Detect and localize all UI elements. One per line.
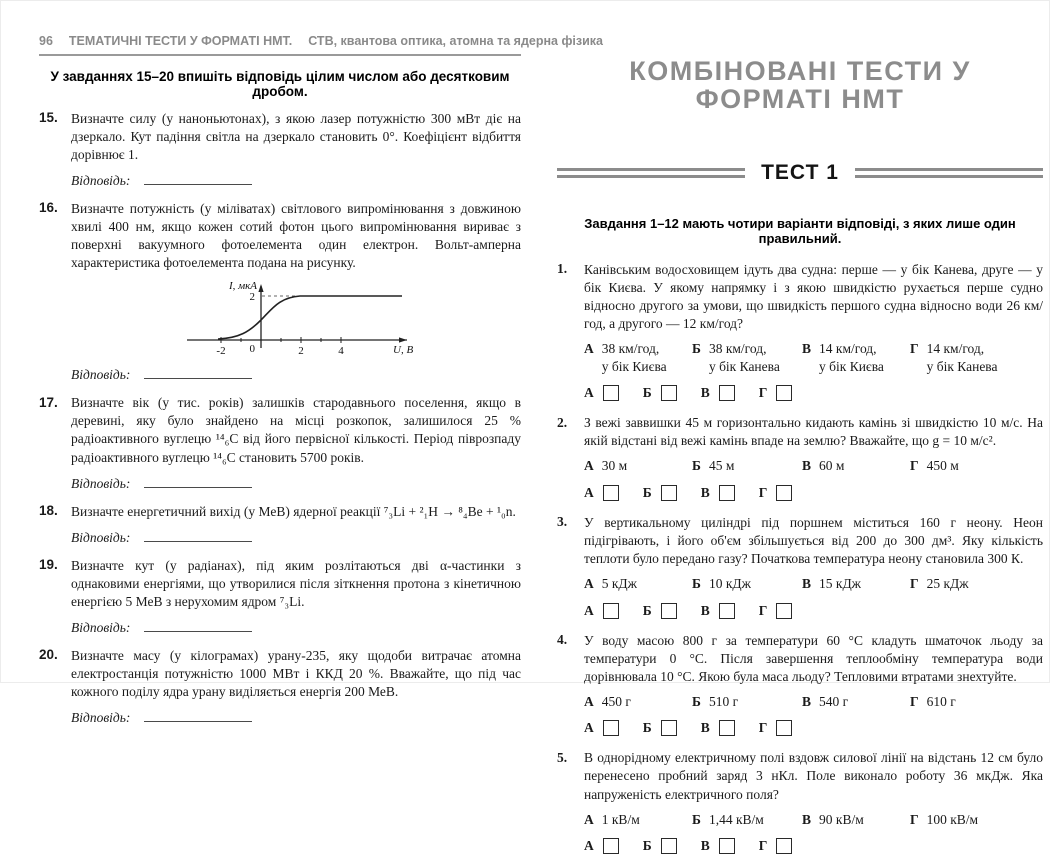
option-text: 1 кВ/м — [601, 811, 640, 827]
answer-boxes — [584, 603, 1043, 619]
question-16 — [39, 200, 521, 383]
answer-line — [71, 172, 521, 189]
iv-characteristic-figure — [171, 278, 421, 358]
answer-line — [71, 366, 521, 383]
answer-checkbox-v[interactable] — [719, 720, 735, 736]
answer-line — [71, 529, 521, 546]
left-page-header — [39, 34, 603, 56]
question-number: 19. — [39, 557, 58, 573]
question-text: Канівським водосховищем ідуть два судна: перше — у бік Канева, друге — у бік Києва. У якому напрямку і з якою швидкістю рухається перше судно відносно другого за умови, що швидкість першого судна відносно води 26 км/год, а другого — 12 км/год? — [584, 261, 1043, 331]
question-3 — [557, 514, 1043, 619]
box-letter-v: В — [700, 385, 710, 401]
answer-checkbox-b[interactable] — [661, 720, 677, 736]
question-text: Визначте масу (у кілограмах) урану-235, яку щодоби витрачає атомна електростанція потужністю 1000 МВт і ККД 20 %. Вважайте, що під час кожного поділу ядра урану виділяється енергія 200 МеВ. — [71, 647, 521, 700]
option-v — [802, 457, 910, 475]
answer-label: Відповідь: — [71, 367, 131, 383]
box-letter-g: Г — [758, 720, 768, 736]
y-axis-label: I, мкА — [228, 280, 257, 293]
x-tick-0: 0 — [249, 343, 255, 356]
option-text: 1,44 кВ/м — [708, 811, 764, 827]
answer-checkbox-v[interactable] — [719, 838, 735, 854]
option-text: 100 кВ/м — [926, 811, 979, 827]
answer-label: Відповідь: — [71, 475, 131, 491]
option-v — [802, 693, 910, 711]
option-text-line2: у бік Києва — [819, 358, 884, 374]
question-18 — [39, 503, 521, 546]
option-text: 60 м — [819, 458, 845, 474]
box-letter-g: Г — [758, 838, 768, 854]
option-text-line2: у бік Канева — [708, 358, 780, 374]
option-text: 540 г — [819, 693, 849, 709]
option-g — [910, 693, 1043, 711]
option-text: 25 кДж — [926, 576, 969, 592]
option-letter: В — [802, 458, 812, 474]
answer-line — [71, 619, 521, 636]
question-20 — [39, 647, 521, 726]
box-letter-a: А — [584, 838, 594, 854]
answer-label: Відповідь: — [71, 619, 131, 635]
answer-checkbox-g[interactable] — [776, 485, 792, 501]
option-letter: Г — [910, 811, 919, 827]
option-text: 15 кДж — [819, 576, 861, 592]
question-1 — [557, 261, 1043, 401]
question-number: 16. — [39, 200, 58, 216]
box-letter-g: Г — [758, 484, 768, 500]
question-17 — [39, 394, 521, 491]
option-b — [692, 457, 802, 475]
option-text: 510 г — [708, 693, 739, 709]
option-letter: Б — [692, 576, 701, 592]
option-letter: В — [802, 341, 812, 356]
question-4 — [557, 632, 1043, 737]
option-letter: А — [584, 576, 594, 592]
answer-label: Відповідь: — [71, 710, 131, 726]
answer-boxes — [584, 385, 1043, 401]
iv-characteristic-chart — [171, 278, 421, 358]
answer-checkbox-g[interactable] — [776, 838, 792, 854]
option-text: 90 кВ/м — [819, 811, 864, 827]
running-head-title: ТЕМАТИЧНІ ТЕСТИ У ФОРМАТІ НМТ. — [68, 34, 293, 48]
option-letter: Г — [910, 576, 919, 592]
option-v — [802, 340, 910, 375]
answer-label: Відповідь: — [71, 529, 131, 545]
question-text: Визначте силу (у наноньютонах), з якою лазер потужністю 300 мВт діє на дзеркало. Кут падіння світла на дзеркало становить 0°. Коефіцієнт відбиття дорівнює 1. — [71, 110, 521, 162]
box-letter-a: А — [584, 720, 594, 736]
answer-blank[interactable] — [144, 529, 252, 542]
option-letter: А — [584, 693, 594, 709]
option-text: 10 кДж — [708, 576, 751, 592]
left-page — [39, 1, 603, 737]
question-text: В однорідному електричному полі вздовж силової лінії на відстань 12 см було перенесено пробний заряд 3 нКл. Поле виконало роботу 36 мкДж. Яка напруженість електричного поля? — [584, 750, 1043, 802]
x-tick-2: 2 — [298, 345, 304, 358]
answer-label: Відповідь: — [71, 172, 131, 188]
box-letter-a: А — [584, 484, 594, 500]
test-heading — [557, 161, 1043, 185]
box-letter-v: В — [700, 484, 710, 500]
box-letter-g: Г — [758, 602, 768, 618]
option-g — [910, 811, 1043, 829]
question-5 — [557, 749, 1043, 854]
options — [584, 693, 1043, 711]
box-letter-v: В — [700, 720, 710, 736]
options — [584, 811, 1043, 829]
option-b — [692, 811, 802, 829]
answer-checkbox-a[interactable] — [603, 838, 619, 854]
options — [584, 457, 1043, 475]
option-a — [584, 693, 692, 711]
option-g — [910, 575, 1043, 593]
option-letter: В — [802, 576, 812, 592]
answer-checkbox-g[interactable] — [776, 720, 792, 736]
answer-checkbox-v[interactable] — [719, 385, 735, 401]
answer-checkbox-a[interactable] — [603, 385, 619, 401]
option-text: 38 км/год, — [601, 341, 660, 356]
question-number: 18. — [39, 503, 58, 519]
answer-checkbox-a[interactable] — [603, 720, 619, 736]
option-letter: А — [584, 811, 594, 827]
option-g — [910, 457, 1043, 475]
option-letter: Г — [910, 341, 919, 356]
answer-boxes — [584, 838, 1043, 854]
page-number: 96 — [39, 34, 53, 48]
question-text: У вертикальному циліндрі під поршнем міститься 160 г неону. Неон підігрівають, і його об'єм збільшується від 200 до 300 дм³. Яку кількість теплоти було передано газу? Початкова температура неону становила 300 К. — [584, 514, 1043, 566]
option-b — [692, 575, 802, 593]
option-a — [584, 340, 692, 375]
question-text: Визначте потужність (у міліватах) світлового випромінювання з довжиною хвилі 400 нм, якщо кожен сотий фотон цього випромінювання вириває з поверхні вакуумного фотоелемента один електрон. Вольт-амперна характеристика фотоелемента подана на рисунку. — [71, 200, 521, 271]
x-tick-neg2: -2 — [216, 345, 226, 358]
answer-blank[interactable] — [144, 172, 252, 185]
option-letter: А — [584, 458, 594, 474]
answer-checkbox-v[interactable] — [719, 485, 735, 501]
answer-boxes — [584, 720, 1043, 736]
x-tick-4: 4 — [338, 345, 344, 358]
question-19 — [39, 557, 521, 636]
question-text: Визначте вік (у тис. років) залишків стародавнього поселення, якщо в деревині, яку було знайдено на місці розкопок, залишилося 25 % радіоактивного вуглецю ¹⁴₆C від його первісної кількості. Період піврозпаду радіоактивного вуглецю ¹⁴₆C становить 5700 років. — [71, 395, 521, 465]
box-letter-v: В — [700, 838, 710, 854]
question-number: 17. — [39, 394, 58, 410]
option-letter: Б — [692, 811, 701, 827]
x-axis-label: U, В — [393, 344, 414, 357]
answer-checkbox-v[interactable] — [719, 603, 735, 619]
option-letter: Б — [692, 458, 701, 474]
question-text: У воду масою 800 г за температури 60 °С кладуть шматочок льоду за температури 0 °С. Після завершення теплообміну температура води дорівнювала 10 °С. Якою була маса льоду? Тепловими втратами знехтуйте. — [584, 632, 1043, 684]
answer-blank[interactable] — [144, 709, 252, 722]
answer-blank[interactable] — [144, 366, 252, 379]
question-2 — [557, 414, 1043, 501]
option-letter: В — [802, 811, 812, 827]
y-tick-2: 2 — [249, 291, 255, 304]
question-number: 5. — [557, 749, 568, 765]
option-text: 38 км/год, — [708, 341, 767, 356]
option-letter: Б — [692, 341, 701, 356]
box-letter-b: Б — [642, 720, 652, 736]
option-text: 45 м — [708, 458, 735, 474]
option-text: 30 м — [601, 458, 628, 474]
question-number: 4. — [557, 632, 568, 648]
answer-checkbox-a[interactable] — [603, 485, 619, 501]
option-v — [802, 811, 910, 829]
question-number: 20. — [39, 647, 58, 663]
box-letter-b: Б — [642, 602, 652, 618]
question-number: 15. — [39, 110, 58, 126]
answer-blank[interactable] — [144, 619, 252, 632]
option-letter: Г — [910, 458, 919, 474]
answer-line — [71, 709, 521, 726]
option-letter: Б — [692, 693, 701, 709]
answer-boxes — [584, 485, 1043, 501]
option-text: 450 м — [926, 458, 959, 474]
answer-line — [71, 475, 521, 492]
box-letter-g: Г — [758, 385, 768, 401]
option-g — [910, 340, 1043, 375]
double-rule-left — [557, 168, 745, 178]
answer-checkbox-b[interactable] — [661, 603, 677, 619]
test-instruction: Завдання 1–12 мають чотири варіанти відповіді, з яких лише один правильний. — [584, 215, 1016, 246]
options — [584, 575, 1043, 593]
option-text-line2: у бік Канева — [926, 358, 998, 374]
double-rule-right — [855, 168, 1043, 178]
options — [584, 340, 1043, 375]
right-page — [557, 1, 1043, 867]
answer-checkbox-b[interactable] — [661, 385, 677, 401]
question-number: 1. — [557, 261, 568, 277]
box-letter-b: Б — [642, 484, 652, 500]
answer-checkbox-b[interactable] — [661, 485, 677, 501]
option-letter: А — [584, 341, 594, 356]
question-text: Визначте кут (у радіанах), під яким розлітаються дві α-частинки з однаковими енергіями, що утворилися після зіткнення протона з кінетичною енергією 5 МеВ з нерухомим ядром ⁷₃Li. — [71, 557, 521, 609]
option-a — [584, 457, 692, 475]
option-b — [692, 693, 802, 711]
option-text: 5 кДж — [601, 576, 637, 592]
answer-checkbox-g[interactable] — [776, 603, 792, 619]
option-letter: Г — [910, 693, 919, 709]
option-text: 610 г — [926, 693, 956, 709]
option-text-line2: у бік Києва — [601, 358, 667, 374]
option-text: 450 г — [601, 693, 631, 709]
option-text: 14 км/год, — [926, 341, 985, 356]
test-label: ТЕСТ 1 — [761, 160, 839, 184]
option-a — [584, 811, 692, 829]
question-text: Визначте енергетичний вихід (у МеВ) ядерної реакції ⁷₃Li + ²₁H → ⁸₄Be + ¹₀n. — [71, 503, 516, 519]
iv-curve — [218, 296, 402, 339]
box-letter-a: А — [584, 602, 594, 618]
answer-blank[interactable] — [144, 475, 252, 488]
section-instruction: У завданнях 15–20 впишіть відповідь цілим числом або десятковим дробом. — [50, 68, 510, 99]
option-text: 14 км/год, — [819, 341, 877, 356]
question-number: 2. — [557, 414, 568, 430]
answer-checkbox-g[interactable] — [776, 385, 792, 401]
question-number: 3. — [557, 514, 568, 530]
question-text: З вежі заввишки 45 м горизонтально кидають камінь зі швидкістю 10 м/с. На якій відстані від вежі камінь впаде на землю? Вважайте, що g = 10 м/с². — [584, 415, 1043, 449]
answer-checkbox-b[interactable] — [661, 838, 677, 854]
box-letter-v: В — [700, 602, 710, 618]
chapter-title: КОМБІНОВАНІ ТЕСТИ У ФОРМАТІ НМТ — [629, 56, 971, 115]
option-letter: В — [802, 693, 812, 709]
option-a — [584, 575, 692, 593]
option-b — [692, 340, 802, 375]
x-axis-arrow — [399, 338, 407, 343]
box-letter-a: А — [584, 385, 594, 401]
y-axis-arrow — [258, 284, 263, 292]
answer-checkbox-a[interactable] — [603, 603, 619, 619]
running-head-subtitle: СТВ, квантова оптика, атомна та ядерна фізика — [308, 34, 603, 48]
option-v — [802, 575, 910, 593]
question-15 — [39, 110, 521, 189]
box-letter-b: Б — [642, 385, 652, 401]
box-letter-b: Б — [642, 838, 652, 854]
